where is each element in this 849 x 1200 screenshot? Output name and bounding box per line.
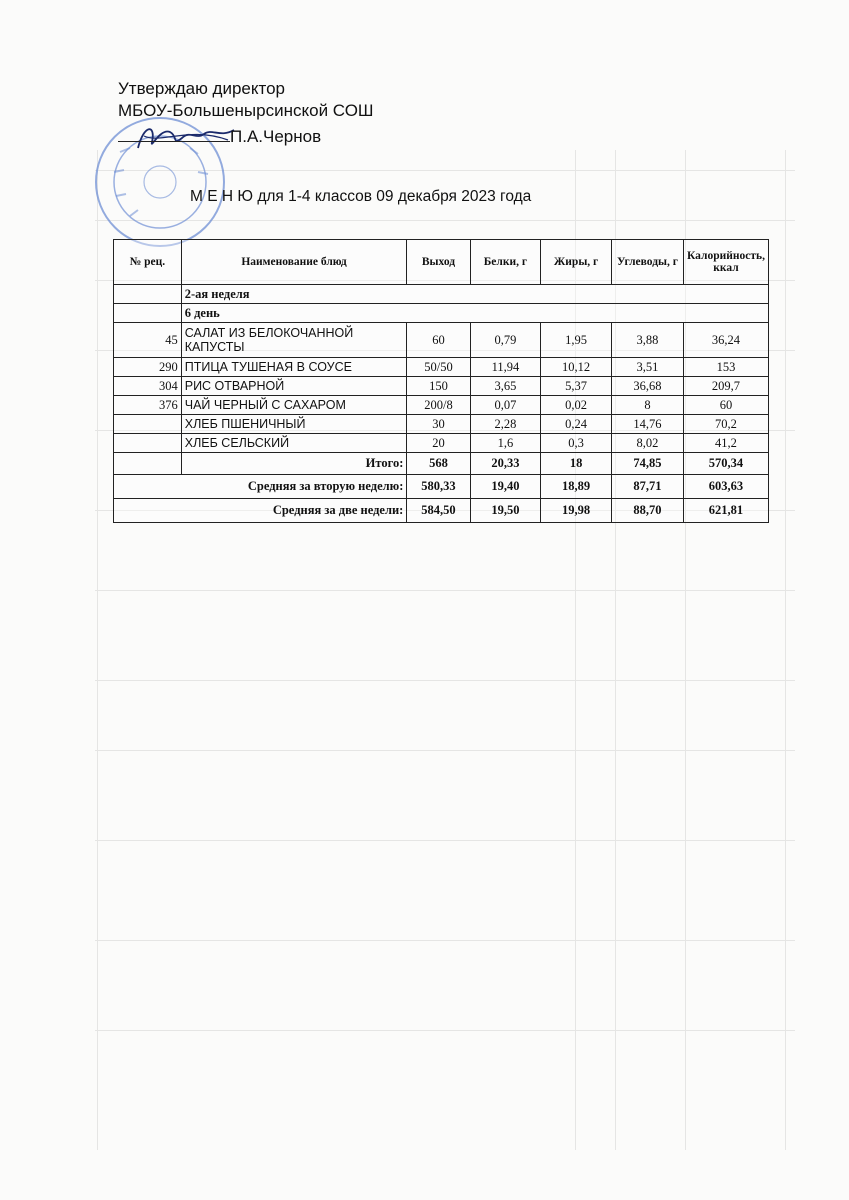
recipe-no: 376 bbox=[114, 396, 182, 415]
output: 30 bbox=[407, 415, 470, 434]
total-fat: 18 bbox=[541, 453, 612, 475]
output: 50/50 bbox=[407, 358, 470, 377]
carbs: 36,68 bbox=[611, 377, 683, 396]
calories: 41,2 bbox=[683, 434, 768, 453]
fat: 5,37 bbox=[541, 377, 612, 396]
fat: 0,24 bbox=[541, 415, 612, 434]
signature-line bbox=[118, 127, 230, 142]
day-label: 6 день bbox=[181, 304, 768, 323]
output: 60 bbox=[407, 323, 470, 358]
avg-week2-carbs: 87,71 bbox=[611, 475, 683, 499]
table-header-row bbox=[114, 240, 769, 285]
avg-two-protein: 19,50 bbox=[470, 499, 541, 523]
avg-two-calories: 621,81 bbox=[683, 499, 768, 523]
total-row bbox=[114, 453, 769, 475]
recipe-no: 304 bbox=[114, 377, 182, 396]
calories: 70,2 bbox=[683, 415, 768, 434]
menu-title: М Е Н Ю для 1-4 классов 09 декабря 2023 года bbox=[190, 188, 532, 205]
approval-title: Утверждаю директор bbox=[118, 79, 286, 98]
dish-name: ПТИЦА ТУШЕНАЯ В СОУСЕ bbox=[181, 358, 407, 377]
avg-two-output: 584,50 bbox=[407, 499, 470, 523]
output: 150 bbox=[407, 377, 470, 396]
table-row bbox=[114, 377, 769, 396]
fat: 1,95 bbox=[541, 323, 612, 358]
total-calories: 570,34 bbox=[683, 453, 768, 475]
avg-two-carbs: 88,70 bbox=[611, 499, 683, 523]
approval-signer: П.А.Чернов bbox=[230, 127, 322, 146]
calories: 209,7 bbox=[683, 377, 768, 396]
dish-name: РИС ОТВАРНОЙ bbox=[181, 377, 407, 396]
recipe-no: 45 bbox=[114, 323, 182, 358]
dish-name: ЧАЙ ЧЕРНЫЙ С САХАРОМ bbox=[181, 396, 407, 415]
total-output: 568 bbox=[407, 453, 470, 475]
table-row bbox=[114, 415, 769, 434]
calories: 153 bbox=[683, 358, 768, 377]
approval-signer-line bbox=[118, 126, 321, 148]
avg-week2-fat: 18,89 bbox=[541, 475, 612, 499]
carbs: 8,02 bbox=[611, 434, 683, 453]
carbs: 14,76 bbox=[611, 415, 683, 434]
header-carbs: Углеводы, г bbox=[611, 240, 683, 285]
dish-name: САЛАТ ИЗ БЕЛОКОЧАННОЙ КАПУСТЫ bbox=[181, 323, 407, 358]
avg-two-fat: 19,98 bbox=[541, 499, 612, 523]
carbs: 8 bbox=[611, 396, 683, 415]
avg-two-weeks-row bbox=[114, 499, 769, 523]
table-row bbox=[114, 323, 769, 358]
avg-week2-row bbox=[114, 475, 769, 499]
recipe-no: 290 bbox=[114, 358, 182, 377]
table-row bbox=[114, 434, 769, 453]
carbs: 3,51 bbox=[611, 358, 683, 377]
avg-week2-label: Средняя за вторую неделю: bbox=[114, 475, 407, 499]
total-label: Итого: bbox=[181, 453, 407, 475]
approval-school: МБОУ-Большенырсинской СОШ bbox=[118, 101, 374, 120]
header-calories: Калорийность, ккал bbox=[683, 240, 768, 285]
fat: 0,02 bbox=[541, 396, 612, 415]
calories: 60 bbox=[683, 396, 768, 415]
avg-week2-output: 580,33 bbox=[407, 475, 470, 499]
fat: 0,3 bbox=[541, 434, 612, 453]
protein: 1,6 bbox=[470, 434, 541, 453]
avg-week2-calories: 603,63 bbox=[683, 475, 768, 499]
header-protein: Белки, г bbox=[470, 240, 541, 285]
week-label: 2-ая неделя bbox=[181, 285, 768, 304]
carbs: 3,88 bbox=[611, 323, 683, 358]
header-recipe-no: № рец. bbox=[114, 240, 182, 285]
menu-table bbox=[113, 239, 769, 523]
fat: 10,12 bbox=[541, 358, 612, 377]
recipe-no bbox=[114, 434, 182, 453]
protein: 3,65 bbox=[470, 377, 541, 396]
table-row bbox=[114, 396, 769, 415]
avg-two-weeks-label: Средняя за две недели: bbox=[114, 499, 407, 523]
total-protein: 20,33 bbox=[470, 453, 541, 475]
dish-name: ХЛЕБ ПШЕНИЧНЫЙ bbox=[181, 415, 407, 434]
approval-block bbox=[118, 78, 374, 146]
recipe-no bbox=[114, 415, 182, 434]
header-dish-name: Наименование блюд bbox=[181, 240, 407, 285]
calories: 36,24 bbox=[683, 323, 768, 358]
output: 20 bbox=[407, 434, 470, 453]
avg-week2-protein: 19,40 bbox=[470, 475, 541, 499]
total-carbs: 74,85 bbox=[611, 453, 683, 475]
protein: 11,94 bbox=[470, 358, 541, 377]
dish-name: ХЛЕБ СЕЛЬСКИЙ bbox=[181, 434, 407, 453]
protein: 2,28 bbox=[470, 415, 541, 434]
day-row bbox=[114, 304, 769, 323]
protein: 0,79 bbox=[470, 323, 541, 358]
output: 200/8 bbox=[407, 396, 470, 415]
protein: 0,07 bbox=[470, 396, 541, 415]
week-row bbox=[114, 285, 769, 304]
table-row bbox=[114, 358, 769, 377]
header-output: Выход bbox=[407, 240, 470, 285]
header-fat: Жиры, г bbox=[541, 240, 612, 285]
